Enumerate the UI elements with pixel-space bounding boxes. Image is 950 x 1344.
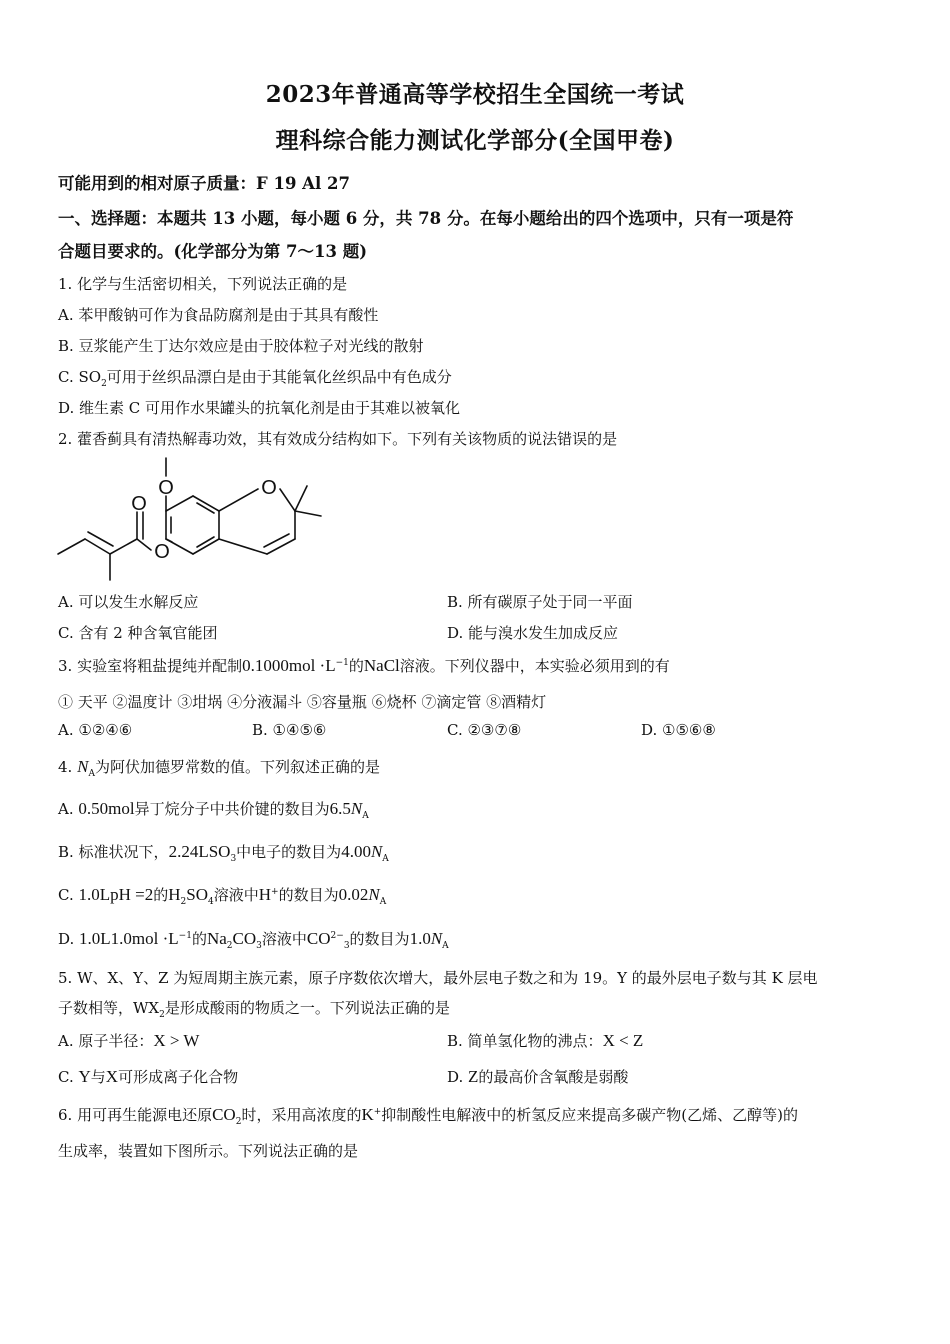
q1-option-c: C. $SO_2$可用于丝织品漂白是由于其能氧化丝织品中有色成分 [58, 368, 452, 389]
q5-option-d: D. Z的最高价含氧酸是弱酸 [447, 1067, 629, 1086]
q1-option-d: D. 维生素 C 可用作水果罐头的抗氧化剂是由于其难以被氧化 [58, 399, 461, 417]
q2-option-c: C. 含有 2 种含氧官能团 [58, 624, 218, 642]
q2-option-a: A. 可以发生水解反应 [58, 593, 199, 611]
q1-option-a: A. 苯甲酸钠可作为食品防腐剂是由于其具有酸性 [58, 306, 379, 324]
q5-stem-line1: 5. W、X、Y、Z 为短周期主族元素，原子序数依次增大，最外层电子数之和为 19。Y 的最外层电子数与其 K 层电 [58, 969, 818, 987]
q4-stem: 4. $N_A$为阿伏加德罗常数的值。下列叙述正确的是 [58, 757, 380, 779]
q1-stem: 1. 化学与生活密切相关，下列说法正确的是 [58, 275, 348, 293]
q4-option-a: A. 0.50mol异丁烷分子中共价键的数目为$6.5N_A$ [58, 799, 369, 821]
atom-o-carbonyl: O [131, 493, 147, 515]
q5-stem-line2: 子数相等，$WX_2$是形成酸雨的物质之一。下列说法正确的是 [58, 999, 450, 1020]
q5-option-c: C. Y与X可形成离子化合物 [58, 1067, 239, 1086]
atom-o-methoxy: O [158, 477, 174, 499]
q4-option-c: C. 1.0LpH =2的$H_2SO_4$溶液中H+的数目为$0.02N_A$ [58, 885, 387, 907]
q6-stem-line1: 6. 用可再生能源电还原$CO_2$时，采用高浓度的K+抑制酸性电解液中的析氢反应来提高多碳产物(乙烯、乙醇等)的 [58, 1105, 799, 1127]
q3-option-b: B. ①④⑤⑥ [252, 721, 327, 739]
q5-option-b: B. 简单氢化物的沸点：X < Z [447, 1031, 644, 1050]
q4-option-b: B. 标准状况下，$2.24LSO_3$中电子的数目为$4.00N_A$ [58, 842, 389, 864]
q2-option-d: D. 能与溴水发生加成反应 [447, 624, 619, 642]
atom-o-ester: O [154, 541, 170, 563]
exam-subtitle: 理科综合能力测试化学部分(全国甲卷) [275, 127, 675, 154]
exam-title: 2023年普通高等学校招生全国统一考试 [265, 81, 685, 108]
section-heading-line1: 一、选择题：本题共 13 小题，每小题 6 分，共 78 分。在每小题给出的四个选项中，只有一项是符 [58, 209, 794, 228]
q4-option-d: D. $1.0L1.0mol \cdot L^{-1}$的$Na_2CO_3$溶液中$CO^{2-}_3$的数目为$1.0N_A$ [58, 929, 449, 951]
q1-option-b: B. 豆浆能产生丁达尔效应是由于胶体粒子对光线的散射 [58, 337, 424, 355]
atomic-mass-note: 可能用到的相对原子质量：F 19 Al 27 [58, 174, 350, 193]
molecular-structure-diagram [55, 450, 335, 585]
q2-option-b: B. 所有碳原子处于同一平面 [447, 593, 633, 611]
q6-stem-line2: 生成率，装置如下图所示。下列说法正确的是 [58, 1142, 359, 1160]
atom-o-ring: O [261, 477, 277, 499]
q3-option-d: D. ①⑤⑥⑧ [641, 721, 716, 739]
q3-option-c: C. ②③⑦⑧ [447, 721, 522, 739]
section-heading-line2: 合题目要求的。(化学部分为第 7～13 题) [58, 242, 368, 261]
q5-option-a: A. 原子半径：X > W [58, 1031, 200, 1050]
q3-stem: 3. 实验室将粗盐提纯并配制$0.1000mol \cdot L^{-1}$的NaCl溶液。下列仪器中，本实验必须用到的有 [58, 656, 670, 675]
q3-instrument-list: ① 天平 ②温度计 ③坩埚 ④分液漏斗 ⑤容量瓶 ⑥烧杯 ⑦滴定管 ⑧酒精灯 [58, 693, 547, 711]
q2-stem: 2. 藿香蓟具有清热解毒功效，其有效成分结构如下。下列有关该物质的说法错误的是 [58, 430, 618, 448]
q3-option-a: A. ①②④⑥ [58, 721, 133, 739]
